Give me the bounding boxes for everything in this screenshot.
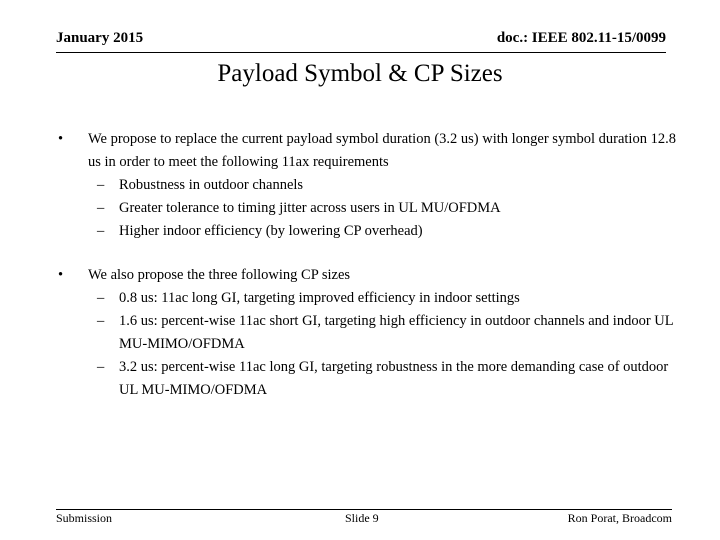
sub-bullet-marker: – [97,359,105,375]
sub-bullet-text: Greater tolerance to timing jitter across users in UL MU/OFDMA [119,200,501,216]
sub-bullet-item [88,174,676,197]
bullet-item [56,128,676,243]
sub-bullet-item [88,356,676,402]
slide-body [56,128,676,402]
header-doc-id: doc.: IEEE 802.11-15/0099 [496,30,666,46]
sub-bullet-marker: – [97,200,105,216]
bullet-item [56,264,676,402]
sub-bullet-marker: – [97,177,105,193]
sub-bullet-marker: – [97,313,105,329]
header-date: January 2015 [56,30,144,46]
sub-bullet-text: 3.2 us: percent-wise 11ac long GI, targeting robustness in the more demanding case of outdoor UL MU-MIMO/OFDMA [119,359,669,398]
sub-bullet-marker: – [97,223,105,239]
sub-bullet-item [88,220,676,243]
sub-bullet-text: Robustness in outdoor channels [119,177,304,193]
footer-slide-number: Slide 9 [345,511,379,525]
slide-title: Payload Symbol & CP Sizes [217,60,503,87]
sub-bullet-item [88,310,676,356]
sub-bullet-list [88,174,676,243]
bullet-marker: • [58,267,64,283]
sub-bullet-text: Higher indoor efficiency (by lowering CP overhead) [119,223,423,239]
bullet-marker: • [58,131,64,147]
sub-bullet-marker: – [97,290,105,306]
footer-author: Ron Porat, Broadcom [567,511,672,525]
bullet-text: We propose to replace the current payload symbol duration (3.2 us) with longer symbol duration 12.8 us in order to meet the following 11ax requirements [88,131,676,170]
sub-bullet-text: 0.8 us: 11ac long GI, targeting improved efficiency in indoor settings [119,290,520,306]
slide-header [56,30,666,53]
sub-bullet-item [88,197,676,220]
slide-footer [56,509,672,525]
sub-bullet-text: 1.6 us: percent-wise 11ac short GI, targeting high efficiency in outdoor channels and indoor UL MU-MIMO/OFDMA [119,313,674,352]
bullet-text: We also propose the three following CP sizes [88,267,351,283]
sub-bullet-list [88,287,676,402]
footer-submission: Submission [56,511,113,525]
sub-bullet-item [88,287,676,310]
